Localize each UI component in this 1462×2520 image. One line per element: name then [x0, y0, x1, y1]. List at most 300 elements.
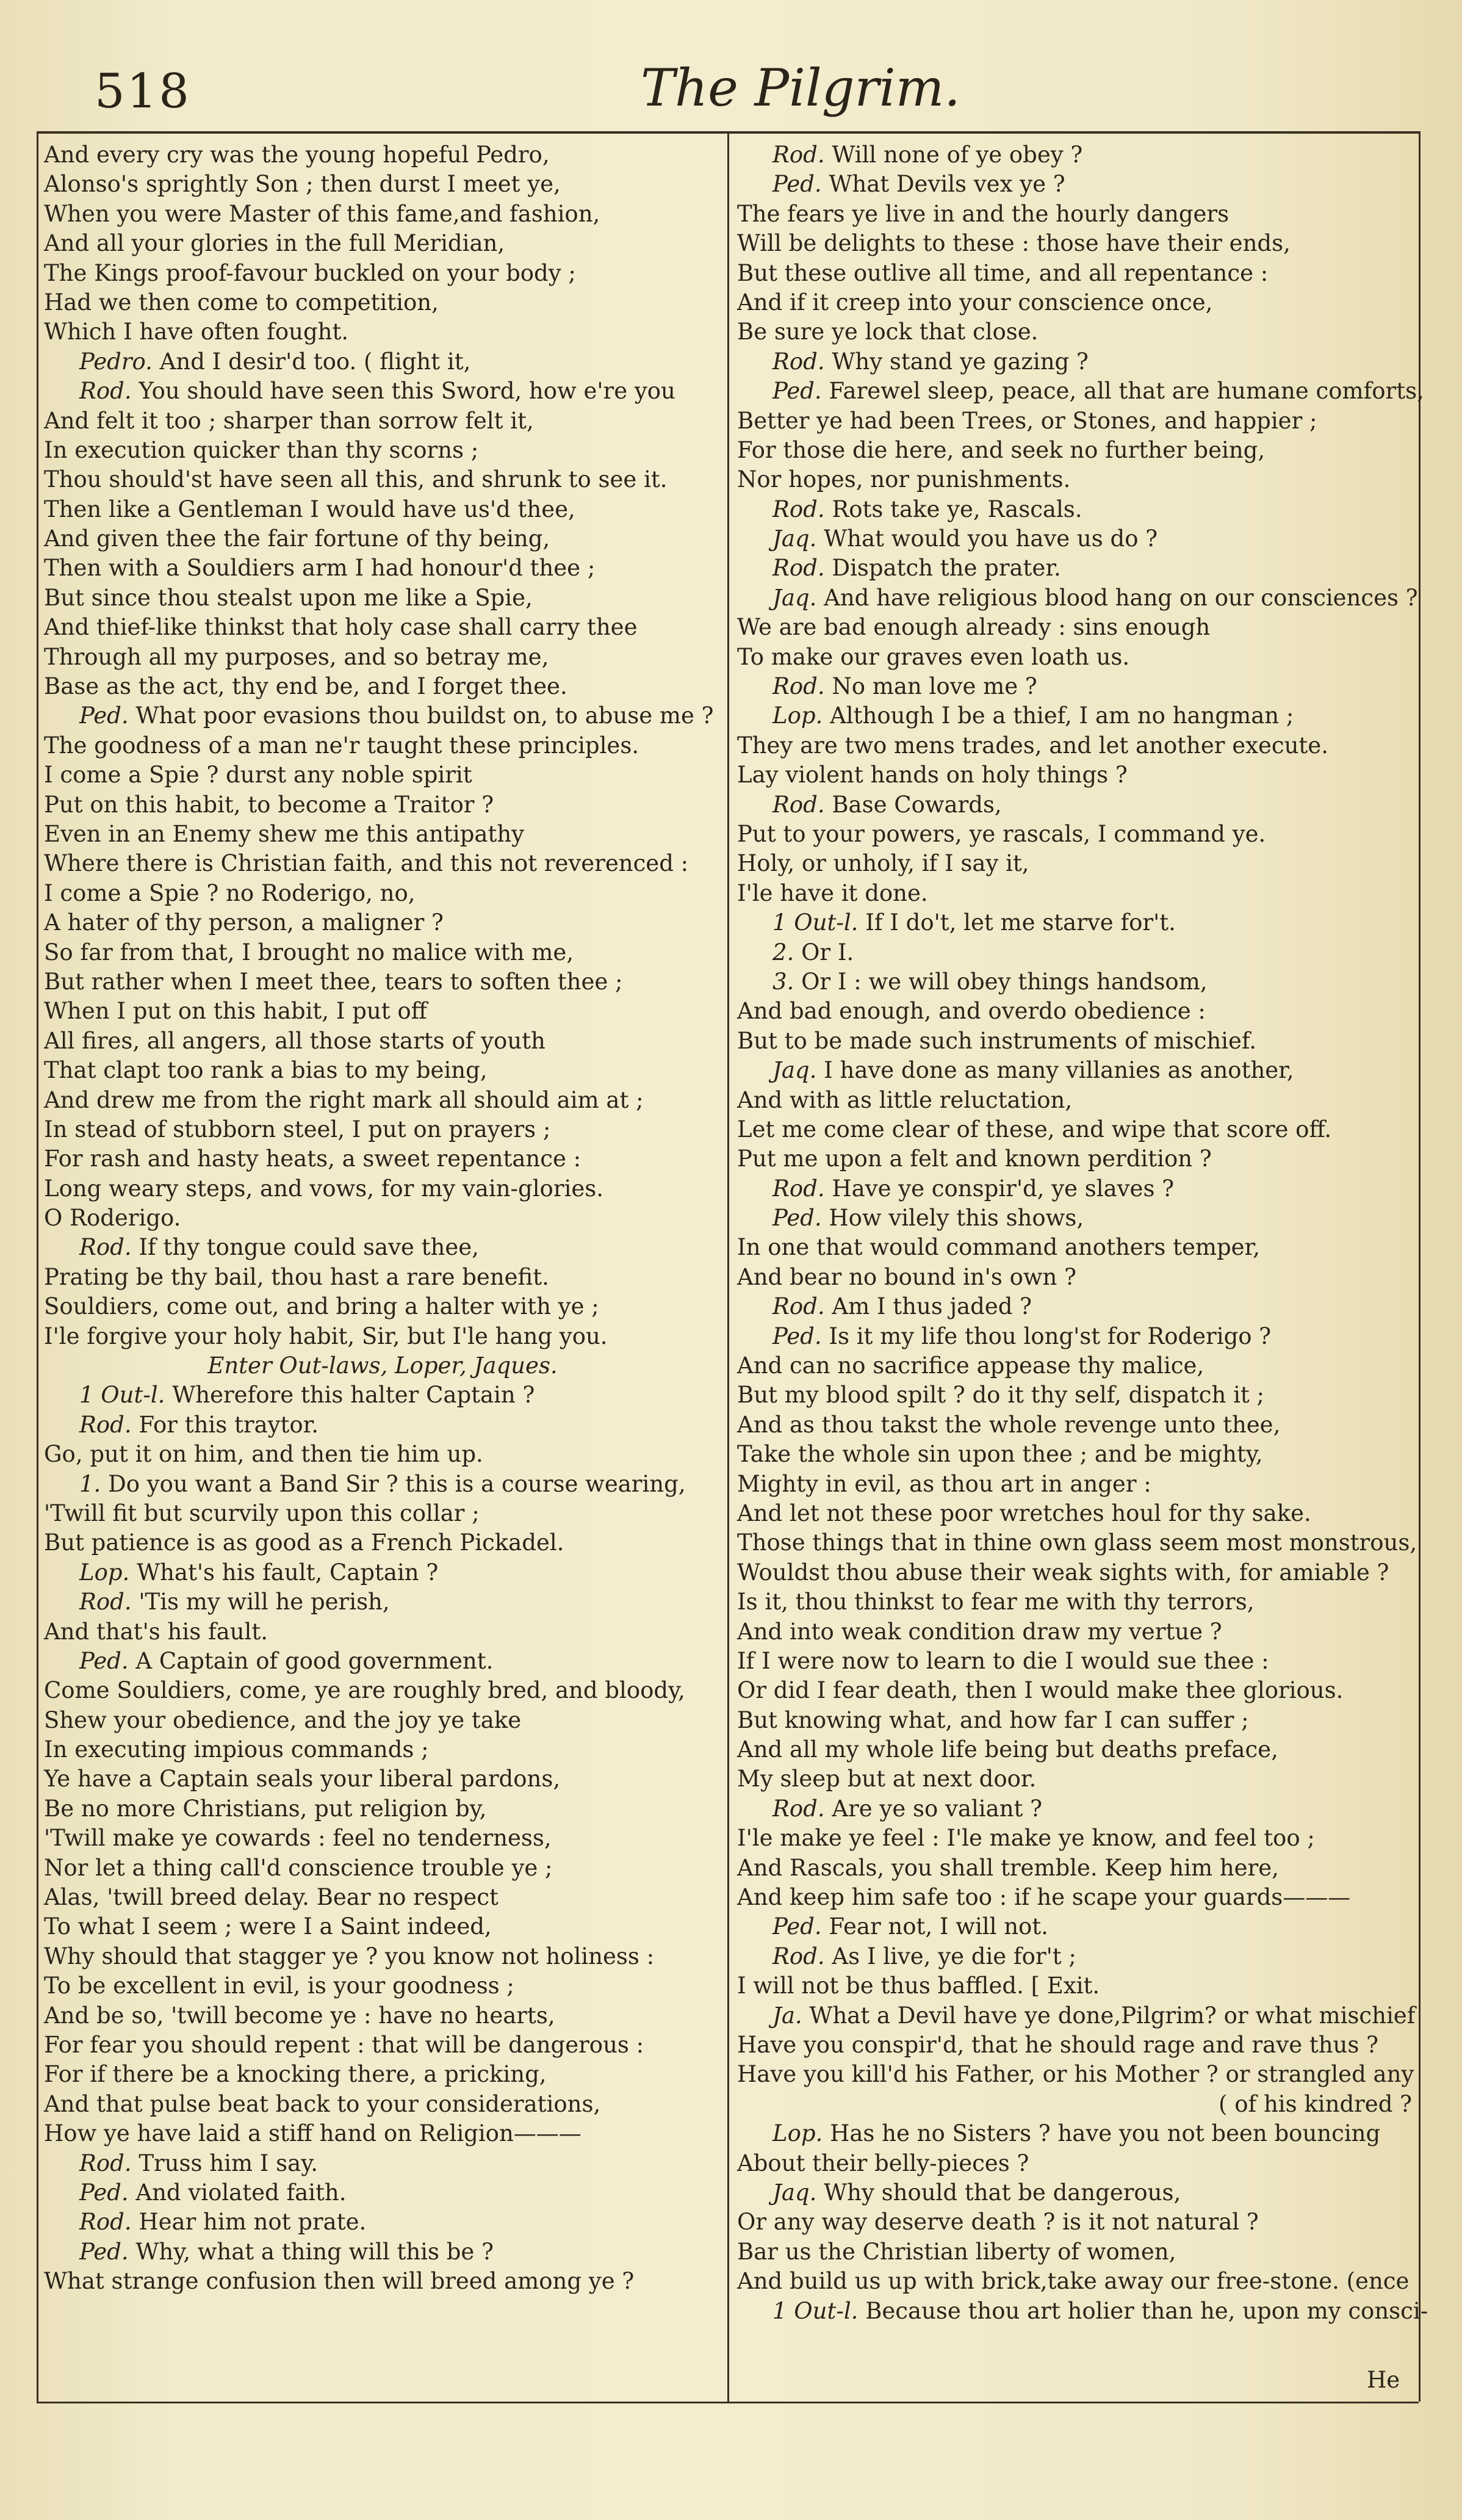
verse-line: [44, 1440, 721, 1469]
verse-line: [44, 1410, 721, 1440]
line-text: For if there be a knocking there, a pricking,: [44, 2061, 547, 2088]
line-text: And let not these poor wretches houl for thy sake.: [737, 1500, 1311, 1526]
line-text: Let me come clear of these, and wipe that score off.: [737, 1116, 1332, 1143]
line-text: Through all my purposes, and so betray me,: [44, 643, 549, 670]
speaker-prefix: Jaq.: [772, 584, 817, 611]
line-text: Even in an Enemy shew me this antipathy: [44, 820, 525, 847]
verse-line: [737, 1587, 1416, 1617]
line-text: Why should that stagger ye ? you know not holiness :: [44, 1943, 655, 1969]
line-text: I come a Spie ? durst any noble spirit: [44, 762, 472, 789]
verse-line: [44, 1027, 721, 1056]
line-text: Dispatch the prater.: [832, 555, 1061, 582]
line-text: But to be made such instruments of mischief.: [737, 1027, 1257, 1054]
verse-line: [737, 1528, 1416, 1558]
line-text: Go, put it on him, and then tie him up.: [44, 1441, 483, 1468]
line-text: And bad enough, and overdo obedience :: [737, 998, 1206, 1025]
speaker-prefix: Rod.: [79, 1589, 132, 1616]
verse-line: [44, 760, 721, 790]
verse-line: [44, 701, 721, 731]
speaker-prefix: 2.: [772, 939, 794, 966]
line-text: But since thou stealst upon me like a Spie,: [44, 584, 533, 611]
verse-line: [44, 672, 721, 701]
verse-line: [44, 879, 721, 908]
line-text: Have you kill'd his Father, or his Mother ? or strangled any: [737, 2061, 1414, 2088]
speaker-prefix: Lop.: [772, 2120, 823, 2147]
line-text: That clapt too rank a bias to my being,: [44, 1057, 488, 1084]
verse-line: [737, 317, 1416, 347]
verse-line: [737, 377, 1424, 406]
verse-line: [737, 908, 1416, 937]
line-text: Put me upon a felt and known perdition ?: [737, 1146, 1212, 1172]
line-text: A hater of thy person, a maligner ?: [44, 909, 444, 936]
speaker-prefix: Ped.: [772, 171, 822, 198]
verse-line: [44, 288, 721, 317]
verse-line: [44, 1706, 721, 1735]
verse-line: [44, 820, 721, 849]
line-text: And I desir'd too. ( flight it,: [159, 348, 471, 375]
verse-line: [737, 997, 1416, 1026]
speaker-prefix: Rod.: [772, 1175, 825, 1202]
speaker-prefix: Rod.: [772, 496, 825, 522]
line-text: Am I thus jaded ?: [832, 1293, 1032, 1320]
line-text: Or I.: [801, 939, 854, 966]
verse-line: [44, 495, 721, 524]
verse-line: [44, 259, 721, 288]
verse-line: [44, 967, 721, 997]
verse-line: [737, 879, 1416, 908]
line-text: Do you want a Band Sir ? this is a course wearing,: [108, 1470, 686, 1497]
verse-line: [737, 200, 1416, 229]
verse-line: [44, 2090, 721, 2119]
verse-line: [44, 1322, 721, 1351]
line-text: Lay violent hands on holy things ?: [737, 762, 1128, 789]
verse-line: [737, 524, 1416, 554]
line-text: Where there is Christian faith, and this not reverenced :: [44, 850, 689, 877]
left-text-column: [44, 140, 721, 2297]
speaker-prefix: Jaq.: [772, 1057, 817, 1084]
verse-line: [737, 1174, 1416, 1204]
speaker-prefix: 3.: [772, 968, 794, 995]
verse-line: [44, 2208, 721, 2237]
verse-line: [44, 1854, 721, 1883]
line-text: Alas, 'twill breed delay. Bear no respect: [44, 1884, 499, 1911]
line-text: To make our graves even loath us.: [737, 643, 1130, 670]
verse-line: [44, 140, 721, 170]
verse-line: [737, 259, 1416, 288]
verse-line: [44, 1292, 721, 1321]
line-text: Ye have a Captain seals your liberal pardons,: [44, 1766, 561, 1793]
line-text: And into weak condition draw my vertue ?: [737, 1618, 1222, 1645]
line-text: I'le have it done.: [737, 879, 928, 906]
speaker-prefix: Ped.: [772, 378, 822, 405]
line-text: Bar us the Christian liberty of women,: [737, 2238, 1176, 2265]
verse-line: [737, 2031, 1416, 2060]
verse-line: [44, 524, 721, 554]
verse-line: [44, 908, 721, 937]
verse-line: [44, 1174, 721, 1204]
line-text: Although I be a thief, I am no hangman ;: [830, 702, 1294, 729]
line-text: Be no more Christians, put religion by,: [44, 1795, 487, 1822]
verse-line: [737, 820, 1416, 849]
line-text: Come Souldiers, come, ye are roughly bred, and bloody,: [44, 1677, 685, 1704]
line-text: Holy, or unholy, if I say it,: [737, 850, 1029, 877]
verse-line: [737, 1144, 1416, 1174]
verse-line: [737, 1263, 1416, 1292]
line-text: We are bad enough already : sins enough: [737, 614, 1211, 641]
verse-line: [44, 1528, 721, 1558]
verse-line: [44, 1942, 721, 1971]
line-text: ( of his kindred ?: [1219, 2090, 1412, 2117]
line-text: When you were Master of this fame,and fashion,: [44, 200, 600, 227]
line-text: But my blood spilt ? do it thy self, dispatch it ;: [737, 1382, 1265, 1409]
line-text: Have you conspir'd, that he should rage and rave thus ?: [737, 2032, 1378, 2058]
verse-line: [737, 1292, 1416, 1321]
speaker-prefix: Rod.: [79, 378, 132, 405]
line-text: Mighty in evil, as thou art in anger :: [737, 1470, 1151, 1497]
bottom-rule: [37, 2402, 1419, 2403]
line-text: If I were now to learn to die I would sue thee :: [737, 1647, 1269, 1674]
line-text: Put on this habit, to become a Traitor ?: [44, 791, 494, 818]
line-text: Farewel sleep, peace, all that are humane comforts,: [829, 378, 1424, 405]
verse-line: [44, 554, 721, 583]
catchword: He: [1367, 2367, 1400, 2393]
verse-line: [737, 643, 1416, 672]
line-text: For this traytor.: [139, 1411, 319, 1438]
verse-line: [44, 1824, 721, 1853]
line-text: Or I : we will obey things handsom,: [801, 968, 1208, 995]
verse-line: [737, 436, 1416, 465]
column-divider: [727, 131, 729, 2402]
line-text: Base as the act, thy end be, and I forget thee.: [44, 673, 567, 700]
page-header: [37, 58, 1422, 150]
verse-line: [44, 2119, 721, 2148]
verse-line: [737, 2297, 1428, 2326]
line-text: For those die here, and seek no further being,: [737, 436, 1266, 463]
verse-line: [44, 2178, 721, 2208]
speaker-prefix: Rod.: [79, 1411, 132, 1438]
verse-line: [44, 1676, 721, 1705]
line-text: Why, what a thing will this be ?: [135, 2238, 494, 2265]
verse-line: [44, 229, 721, 258]
line-text: Will be delights to these : those have their ends,: [737, 230, 1291, 257]
line-text: What a Devil have ye done,Pilgrim? or what mischief: [809, 2002, 1416, 2029]
line-text: Had we then come to competition,: [44, 289, 439, 316]
verse-line: [44, 317, 721, 347]
line-text: 'Twill fit but scurvily upon this collar ;: [44, 1500, 480, 1526]
verse-line: [44, 1735, 721, 1764]
speaker-prefix: Ped.: [772, 1205, 822, 1232]
verse-line: [737, 2267, 1416, 2296]
line-text: To what I seem ; were I a Saint indeed,: [44, 1913, 492, 1940]
verse-line: [737, 2001, 1416, 2031]
verse-line: [737, 1233, 1416, 1262]
line-text: Then like a Gentleman I would have us'd thee,: [44, 496, 575, 522]
right-text-column: [737, 140, 1428, 2326]
line-text: Or any way deserve death ? is it not natural ?: [737, 2209, 1259, 2236]
line-text: I will not be thus baffled. [ Exit.: [737, 1973, 1100, 1999]
verse-line: [44, 997, 721, 1026]
line-text: Souldiers, come out, and bring a halter with ye ;: [44, 1293, 599, 1320]
verse-line: [44, 1558, 721, 1587]
verse-line: [737, 1647, 1416, 1676]
verse-line: [44, 1056, 721, 1085]
line-text: And Rascals, you shall tremble. Keep him here,: [737, 1854, 1279, 1881]
verse-line: [44, 465, 721, 494]
verse-line: [44, 2060, 721, 2089]
verse-line: [44, 643, 721, 672]
verse-line: [737, 1410, 1416, 1440]
line-text: I'le make ye feel : I'le make ye know, and feel too ;: [737, 1825, 1315, 1852]
line-text: And that's his fault.: [44, 1618, 268, 1645]
line-text: How vilely this shows,: [829, 1205, 1084, 1232]
line-text: If thy tongue could save thee,: [139, 1234, 479, 1261]
verse-line: [44, 2149, 721, 2178]
line-text: Long weary steps, and vows, for my vain-glories.: [44, 1175, 603, 1202]
verse-line: [44, 200, 721, 229]
speaker-prefix: Rod.: [772, 142, 825, 168]
speaker-prefix: Ped.: [79, 702, 129, 729]
line-text: Base Cowards,: [832, 791, 1002, 818]
line-text: And if it creep into your conscience once,: [737, 289, 1213, 316]
verse-line: [737, 1617, 1416, 1647]
verse-line: [44, 613, 721, 642]
running-title: The Pilgrim.: [641, 58, 960, 118]
line-text: If I do't, let me starve for't.: [865, 909, 1176, 936]
line-text: Take the whole sin upon thee ; and be mighty,: [737, 1441, 1263, 1468]
verse-line: [737, 2237, 1416, 2267]
line-text: 'Twill make ye cowards : feel no tenderness,: [44, 1825, 552, 1852]
verse-line: [737, 938, 1416, 967]
verse-line: [44, 170, 721, 199]
speaker-prefix: 1.: [79, 1470, 101, 1497]
verse-line: [737, 1115, 1416, 1144]
verse-line: [44, 1144, 721, 1174]
line-text: Then with a Souldiers arm I had honour'd thee ;: [44, 555, 596, 582]
verse-line: [44, 377, 721, 406]
line-text: But knowing what, and how far I can suffer ;: [737, 1706, 1249, 1733]
line-text: Wouldst thou abuse their weak sights with, for amiable ?: [737, 1559, 1389, 1586]
verse-line: [737, 1056, 1416, 1085]
speaker-prefix: Rod.: [772, 348, 825, 375]
line-text: You should have seen this Sword, how e're you: [139, 378, 675, 405]
speaker-prefix: Rod.: [772, 673, 825, 700]
line-text: Will none of ye obey ?: [832, 142, 1083, 168]
line-text: So far from that, I brought no malice with me,: [44, 939, 574, 966]
line-text: And build us up with brick,take away our free-stone. (ence: [737, 2268, 1410, 2295]
line-text: Be sure ye lock that close.: [737, 319, 1039, 345]
verse-line: [737, 170, 1416, 199]
line-text: No man love me ?: [832, 673, 1037, 700]
line-text: Alonso's sprightly Son ; then durst I meet ye,: [44, 171, 561, 198]
line-text: And as thou takst the whole revenge unto thee,: [737, 1411, 1281, 1438]
line-text: For fear you should repent : that will be dangerous :: [44, 2032, 644, 2058]
verse-line: [737, 583, 1416, 613]
verse-line: [737, 672, 1416, 701]
line-text: And drew me from the right mark all should aim at ;: [44, 1086, 644, 1113]
verse-line: [737, 2090, 1416, 2119]
line-text: And violated faith.: [135, 2179, 347, 2206]
line-text: And keep him safe too : if he scape your guards———: [737, 1884, 1351, 1911]
verse-line: [737, 1086, 1416, 1115]
verse-line: [737, 701, 1416, 731]
verse-line: [737, 1676, 1416, 1705]
line-text: And thief-like thinkst that holy case shall carry thee: [44, 614, 638, 641]
verse-line: [737, 2208, 1416, 2237]
page-number: 518: [95, 64, 191, 119]
line-text: My sleep but at next door.: [737, 1766, 1037, 1793]
verse-line: [44, 731, 721, 760]
line-text: I have done as many villanies as another,: [824, 1057, 1294, 1084]
verse-line: [737, 140, 1416, 170]
verse-line: [737, 1883, 1416, 1912]
line-text: Or did I fear death, then I would make thee glorious.: [737, 1677, 1344, 1704]
verse-line: [737, 1440, 1416, 1469]
verse-line: [44, 1587, 721, 1617]
verse-line: [44, 1794, 721, 1824]
verse-line: [44, 2237, 721, 2267]
verse-line: [44, 1263, 721, 1292]
line-text: Are ye so valiant ?: [832, 1795, 1042, 1822]
line-text: Has he no Sisters ? have you not been bouncing: [830, 2120, 1381, 2147]
verse-line: [737, 967, 1416, 997]
line-text: And every cry was the young hopeful Pedro,: [44, 142, 550, 168]
line-text: O Roderigo.: [44, 1205, 181, 1232]
line-text: 'Tis my will he perish,: [139, 1589, 390, 1616]
verse-line: [44, 1883, 721, 1912]
speaker-prefix: Rod.: [79, 2150, 132, 2176]
line-text: And given thee the fair fortune of thy being,: [44, 525, 550, 552]
line-text: To be excellent in evil, is your goodness ;: [44, 1973, 514, 1999]
verse-line: [737, 1470, 1416, 1499]
line-text: But these outlive all time, and all repentance :: [737, 259, 1269, 286]
line-text: Have ye conspir'd, ye slaves ?: [832, 1175, 1175, 1202]
verse-line: [44, 1233, 721, 1262]
speaker-prefix: 1 Out-l.: [772, 2297, 859, 2324]
line-text: Wherefore this halter Captain ?: [172, 1382, 535, 1409]
verse-line: [44, 938, 721, 967]
speaker-prefix: Ped.: [79, 2238, 129, 2265]
verse-line: [737, 790, 1416, 820]
line-text: In stead of stubborn steel, I put on prayers ;: [44, 1116, 551, 1143]
line-text: And that pulse beat back to your considerations,: [44, 2090, 601, 2117]
speaker-prefix: Lop.: [79, 1559, 130, 1586]
verse-line: [737, 1854, 1416, 1883]
verse-line: [737, 1764, 1416, 1794]
line-text: The goodness of a man ne'r taught these principles.: [44, 732, 639, 759]
line-text: In executing impious commands ;: [44, 1736, 429, 1763]
line-text: Thou should'st have seen all this, and shrunk to see it.: [44, 466, 668, 493]
line-text: But patience is as good as a French Pickadel.: [44, 1529, 564, 1556]
verse-line: [737, 1971, 1416, 2001]
verse-line: [737, 1794, 1416, 1824]
verse-line: [737, 1912, 1416, 1941]
line-text: And felt it too ; sharper than sorrow felt it,: [44, 407, 534, 434]
line-text: And bear no bound in's own ?: [737, 1263, 1076, 1290]
line-text: Shew your obedience, and the joy ye take: [44, 1706, 522, 1733]
line-text: But rather when I meet thee, tears to soften thee ;: [44, 968, 623, 995]
verse-line: [737, 229, 1416, 258]
line-text: Why stand ye gazing ?: [832, 348, 1089, 375]
verse-line: [737, 1381, 1416, 1410]
stage-direction: Enter Out-laws, Loper, Jaques.: [207, 1352, 558, 1379]
line-text: What poor evasions thou buildst on, to abuse me ?: [135, 702, 714, 729]
line-text: What's his fault, Captain ?: [137, 1559, 439, 1586]
line-text: I'le forgive your holy habit, Sir, but I'le hang you.: [44, 1323, 608, 1349]
verse-line: [44, 1499, 721, 1528]
line-text: Why should that be dangerous,: [824, 2179, 1181, 2206]
line-text: Because thou art holier than he, upon my consci-: [865, 2297, 1428, 2324]
verse-line: [44, 1647, 721, 1676]
line-text: Is it, thou thinkst to fear me with thy terrors,: [737, 1589, 1255, 1616]
line-text: About their belly-pieces ?: [737, 2150, 1029, 2176]
line-text: As I live, ye die for't ;: [832, 1943, 1076, 1969]
verse-line: [44, 849, 721, 878]
verse-line: [737, 465, 1416, 494]
verse-line: [737, 1322, 1416, 1351]
speaker-prefix: Rod.: [772, 1795, 825, 1822]
line-text: And with as little reluctation,: [737, 1086, 1073, 1113]
line-text: Hear him not prate.: [139, 2209, 367, 2236]
verse-line: [44, 2001, 721, 2031]
verse-line: [737, 288, 1416, 317]
left-rule: [37, 131, 38, 2402]
speaker-prefix: Ja.: [772, 2002, 802, 2029]
verse-line: [737, 1942, 1416, 1971]
verse-line: [737, 613, 1416, 642]
line-text: And can no sacrifice appease thy malice,: [737, 1352, 1205, 1379]
verse-line: [44, 2267, 721, 2296]
verse-line: [737, 760, 1416, 790]
line-text: And have religious blood hang on our consciences ?: [824, 584, 1418, 611]
verse-line: [737, 1706, 1416, 1735]
line-text: The fears ye live in and the hourly dangers: [737, 200, 1230, 227]
verse-line: [44, 1971, 721, 2001]
verse-line: [44, 1470, 721, 1499]
line-text: Fear not, I will not.: [829, 1913, 1048, 1940]
line-text: For rash and hasty heats, a sweet repentance :: [44, 1146, 582, 1172]
line-text: What would you have us do ?: [824, 525, 1158, 552]
line-text: Prating be thy bail, thou hast a rare benefit.: [44, 1263, 549, 1290]
line-text: Nor let a thing call'd conscience trouble ye ;: [44, 1854, 553, 1881]
speaker-prefix: Rod.: [772, 1293, 825, 1320]
speaker-prefix: Rod.: [79, 1234, 132, 1261]
line-text: In one that would command anothers temper,: [737, 1234, 1260, 1261]
line-text: Better ye had been Trees, or Stones, and happier ;: [737, 407, 1317, 434]
line-text: In execution quicker than thy scorns ;: [44, 436, 479, 463]
line-text: And all my whole life being but deaths preface,: [737, 1736, 1278, 1763]
verse-line: [737, 1027, 1416, 1056]
speaker-prefix: Ped.: [79, 1647, 129, 1674]
line-text: Is it my life thou long'st for Roderigo ?: [829, 1323, 1272, 1349]
verse-line: [44, 1381, 721, 1410]
line-text: Rots take ye, Rascals.: [832, 496, 1082, 522]
line-text: Which I have often fought.: [44, 319, 349, 345]
verse-line: [737, 2060, 1416, 2089]
verse-line: [737, 347, 1416, 377]
speaker-prefix: Jaq.: [772, 2179, 817, 2206]
verse-line: [737, 2119, 1416, 2148]
verse-line: [44, 1912, 721, 1941]
speaker-prefix: Ped.: [772, 1323, 822, 1349]
verse-line: [44, 1764, 721, 1794]
verse-line: [737, 554, 1416, 583]
verse-line: [44, 1115, 721, 1144]
speaker-prefix: Ped.: [772, 1913, 822, 1940]
verse-line: [737, 1204, 1416, 1233]
verse-line: [44, 406, 721, 436]
line-text: And all your glories in the full Meridian,: [44, 230, 505, 257]
verse-line: [737, 1499, 1416, 1528]
